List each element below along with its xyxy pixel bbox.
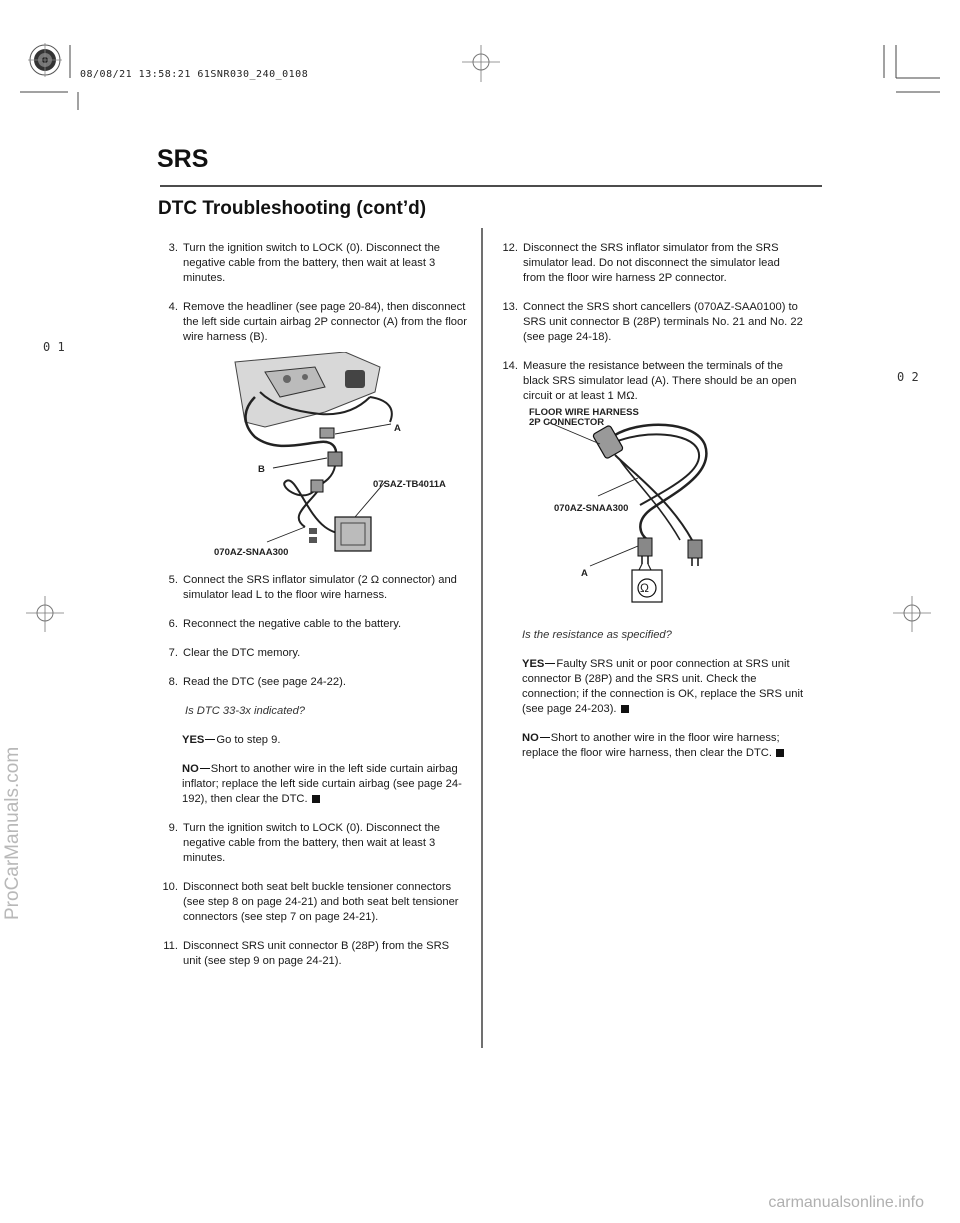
answer-no-right: NO Short to another wire in the floor wire harness; replace the floor wire harness, then clear the DTC. <box>522 731 807 761</box>
figure2-label-harness-line2: 2P CONNECTOR <box>529 417 605 428</box>
step-5: 5. Connect the SRS inflator simulator (2 Ω connector) and simulator lead L to the floor wire harness. <box>168 574 457 601</box>
figure2-label-a: A <box>581 568 588 579</box>
figure2-label-part: 070AZ-SNAA300 <box>554 503 629 514</box>
question-dtc-33-3x: Is DTC 33-3x indicated? <box>185 705 306 717</box>
step-3: 3. Turn the ignition switch to LOCK (0). Disconnect the negative cable from the battery, then wait at least 3 minutes. <box>168 242 441 284</box>
registration-bullseye-icon <box>28 43 62 77</box>
margin-marker-right: 0 2 <box>897 370 919 384</box>
figure-curtain-airbag-connector <box>205 352 480 562</box>
step-10: 10. Disconnect both seat belt buckle tensioner connectors (see step 8 on page 24-21) and both seat belt tensioner connectors (see step 7 on page 24-21). <box>162 881 459 923</box>
step-14: 14. Measure the resistance between the terminals of the black SRS simulator lead (A). There should be an open circuit or at least 1 MΩ. <box>502 360 797 402</box>
step-4: 4. Remove the headliner (see page 20-84), then disconnect the left side curtain airbag 2P connector (A) from the floor wire harness (B). <box>168 301 467 343</box>
end-block-icon <box>776 749 784 757</box>
step-6: 6. Reconnect the negative cable to the battery. <box>168 618 402 630</box>
step-8: 8. Read the DTC (see page 24-22). <box>168 676 346 688</box>
crosshair-top-icon <box>462 45 500 82</box>
figure1-label-a: A <box>394 423 401 434</box>
left-column-bottom <box>160 573 470 983</box>
step-12: 12. Disconnect the SRS inflator simulator from the SRS simulator lead. Do not disconnect the simulator lead from the floor wire harness 2P connector. <box>502 242 780 284</box>
print-stamp: 08/08/21 13:58:21 61SNR030_240_0108 <box>80 69 309 80</box>
step-7: 7. Clear the DTC memory. <box>168 647 301 659</box>
answer-no: NO Short to another wire in the left side curtain airbag inflator; replace the left side curtain airbag (see page 24-192), then clear the DTC. <box>182 763 462 805</box>
crosshair-right-icon <box>893 596 931 632</box>
crosshair-left-icon <box>26 596 64 632</box>
answer-yes-right: YES Faulty SRS unit or poor connection at SRS unit connector B (28P) and the SRS unit. Check the connection; if the connection is OK, replace the SRS unit (see page 24-203). <box>522 658 804 715</box>
right-column-bottom <box>522 628 807 775</box>
step-13: 13. Connect the SRS short cancellers (070AZ-SAA0100) to SRS unit connector B (28P) terminals No. 21 and No. 22 (see page 24-18). <box>502 301 803 343</box>
figure2-meter-symbol: Ω <box>640 581 649 595</box>
end-block-icon <box>621 705 629 713</box>
figure1-label-part2: 070AZ-SNAA300 <box>214 547 289 558</box>
figure1-label-b: B <box>258 464 265 475</box>
margin-marker-left: 0 1 <box>43 340 65 354</box>
step-9: 9. Turn the ignition switch to LOCK (0). Disconnect the negative cable from the battery, then wait at least 3 minutes. <box>168 822 441 864</box>
figure-simulator-lead-measurement <box>520 400 740 610</box>
watermark-side: ProCarManuals.com <box>2 746 23 920</box>
left-column-top <box>160 241 470 359</box>
figure1-label-part1: 07SAZ-TB4011A <box>373 479 446 490</box>
end-block-icon <box>312 795 320 803</box>
question-resistance: Is the resistance as specified? <box>522 629 672 641</box>
page-title: DTC Troubleshooting (cont’d) <box>158 198 427 219</box>
section-title: SRS <box>157 145 209 173</box>
answer-yes: YES Go to step 9. <box>182 734 281 746</box>
figure2-label-harness-line1: FLOOR WIRE HARNESS <box>529 407 639 418</box>
right-column-top <box>500 241 805 418</box>
step-11: 11. Disconnect SRS unit connector B (28P) from the SRS unit (see step 9 on page 24-21). <box>163 940 450 967</box>
watermark-bottom: carmanualsonline.info <box>768 1194 924 1211</box>
